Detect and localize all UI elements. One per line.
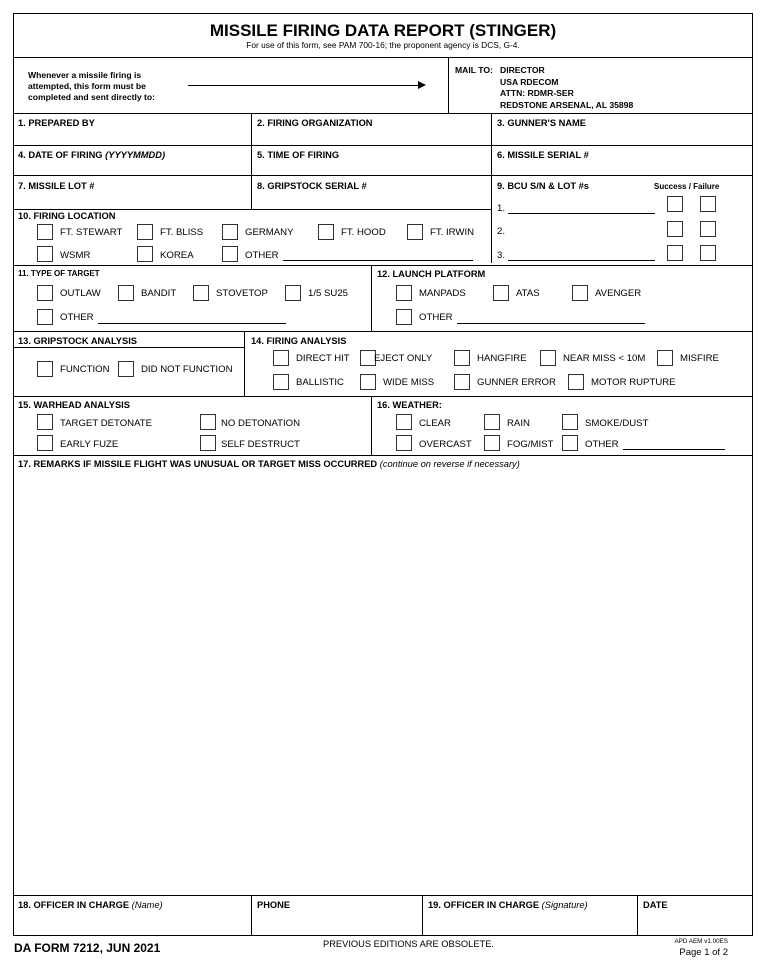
remarks-textarea[interactable] bbox=[15, 472, 751, 892]
bcu-3-success-checkbox[interactable] bbox=[667, 245, 683, 261]
divider bbox=[371, 265, 372, 331]
bcu-3-failure-checkbox[interactable] bbox=[700, 245, 716, 261]
divider bbox=[251, 895, 252, 936]
prepared-by-label: 1. PREPARED BY bbox=[18, 118, 95, 128]
no-detonation-label: NO DETONATION bbox=[221, 418, 301, 429]
weather-other-checkbox[interactable] bbox=[562, 435, 578, 451]
ft-bliss-label: FT. BLISS bbox=[160, 227, 204, 238]
target-other-label: OTHER bbox=[60, 312, 94, 323]
wsmr-checkbox[interactable] bbox=[37, 246, 53, 262]
stovetop-label: STOVETOP bbox=[216, 288, 268, 299]
launch-platform-label: 12. LAUNCH PLATFORM bbox=[377, 269, 486, 279]
divider bbox=[491, 113, 492, 263]
hangfire-label: HANGFIRE bbox=[477, 353, 527, 364]
wide-miss-label: WIDE MISS bbox=[383, 377, 435, 388]
bcu-line-1-field[interactable] bbox=[508, 213, 655, 214]
ft-irwin-checkbox[interactable] bbox=[407, 224, 423, 240]
bcu-line-3-label: 3. bbox=[497, 250, 506, 261]
gunner-name-label: 3. GUNNER'S NAME bbox=[497, 118, 586, 128]
weather-other-label: OTHER bbox=[585, 439, 619, 450]
mail-address: DIRECTOR USA RDECOM ATTN: RDMR-SER REDSTONE ARSENAL, AL 35898 bbox=[500, 65, 634, 110]
firing-analysis-label: 14. FIRING ANALYSIS bbox=[251, 336, 347, 346]
date-label: DATE bbox=[643, 900, 668, 910]
fog-mist-checkbox[interactable] bbox=[484, 435, 500, 451]
early-fuze-label: EARLY FUZE bbox=[60, 439, 119, 450]
bcu-1-failure-checkbox[interactable] bbox=[700, 196, 716, 212]
eject-only-label: EJECT ONLY bbox=[374, 353, 433, 364]
firing-location-label: 10. FIRING LOCATION bbox=[18, 211, 116, 221]
divider bbox=[371, 396, 372, 455]
atas-label: ATAS bbox=[516, 288, 540, 299]
outlaw-label: OUTLAW bbox=[60, 288, 101, 299]
obsolete-notice: PREVIOUS EDITIONS ARE OBSOLETE. bbox=[323, 939, 495, 949]
divider bbox=[13, 175, 753, 176]
divider bbox=[13, 209, 491, 210]
target-detonate-checkbox[interactable] bbox=[37, 414, 53, 430]
arrow-line bbox=[188, 85, 420, 86]
arrow-right-icon bbox=[418, 81, 426, 89]
target-other-checkbox[interactable] bbox=[37, 309, 53, 325]
ft-hood-checkbox[interactable] bbox=[318, 224, 334, 240]
divider bbox=[637, 895, 638, 936]
time-of-firing-label: 5. TIME OF FIRING bbox=[257, 150, 340, 160]
firing-organization-label: 2. FIRING ORGANIZATION bbox=[257, 118, 373, 128]
hangfire-checkbox[interactable] bbox=[454, 350, 470, 366]
did-not-function-label: DID NOT FUNCTION bbox=[141, 364, 233, 375]
divider bbox=[13, 895, 753, 896]
success-failure-label: Success / Failure bbox=[654, 182, 720, 191]
su25-checkbox[interactable] bbox=[285, 285, 301, 301]
bandit-checkbox[interactable] bbox=[118, 285, 134, 301]
avenger-label: AVENGER bbox=[595, 288, 642, 299]
platform-other-checkbox[interactable] bbox=[396, 309, 412, 325]
missile-lot-label: 7. MISSILE LOT # bbox=[18, 181, 95, 191]
avenger-checkbox[interactable] bbox=[572, 285, 588, 301]
fog-mist-label: FOG/MIST bbox=[507, 439, 554, 450]
misfire-checkbox[interactable] bbox=[657, 350, 673, 366]
self-destruct-label: SELF DESTRUCT bbox=[221, 439, 300, 450]
weather-other-field[interactable] bbox=[623, 449, 725, 450]
platform-other-label: OTHER bbox=[419, 312, 453, 323]
ft-stewart-checkbox[interactable] bbox=[37, 224, 53, 240]
gunner-error-checkbox[interactable] bbox=[454, 374, 470, 390]
ft-bliss-checkbox[interactable] bbox=[137, 224, 153, 240]
phone-label: PHONE bbox=[257, 900, 291, 910]
form-id: DA FORM 7212, JUN 2021 bbox=[14, 941, 161, 955]
weather-label: 16. WEATHER: bbox=[377, 400, 442, 410]
target-other-field[interactable] bbox=[98, 323, 286, 324]
self-destruct-checkbox[interactable] bbox=[200, 435, 216, 451]
mail-to-label: MAIL TO: bbox=[455, 65, 493, 75]
direct-hit-label: DIRECT HIT bbox=[296, 353, 350, 364]
missile-serial-label: 6. MISSILE SERIAL # bbox=[497, 150, 589, 160]
rain-checkbox[interactable] bbox=[484, 414, 500, 430]
bcu-line-1-label: 1. bbox=[497, 203, 506, 214]
overcast-label: OVERCAST bbox=[419, 439, 472, 450]
divider bbox=[13, 396, 753, 397]
manpads-label: MANPADS bbox=[419, 288, 466, 299]
mail-instructions: Whenever a missile firing is attempted, this form must be completed and sent directly to: bbox=[28, 70, 156, 102]
type-of-target-label: 11. TYPE OF TARGET bbox=[18, 269, 100, 278]
bcu-2-success-checkbox[interactable] bbox=[667, 221, 683, 237]
clear-checkbox[interactable] bbox=[396, 414, 412, 430]
version-label: APD AEM v1.00ES bbox=[674, 938, 728, 945]
bcu-2-failure-checkbox[interactable] bbox=[700, 221, 716, 237]
rain-label: RAIN bbox=[507, 418, 530, 429]
bcu-line-3-field[interactable] bbox=[508, 260, 655, 261]
location-other-field[interactable] bbox=[283, 260, 473, 261]
bcu-1-success-checkbox[interactable] bbox=[667, 196, 683, 212]
divider bbox=[13, 347, 244, 348]
gripstock-serial-label: 8. GRIPSTOCK SERIAL # bbox=[257, 181, 367, 191]
su25-label: 1/5 SU25 bbox=[308, 288, 349, 299]
gripstock-analysis-label: 13. GRIPSTOCK ANALYSIS bbox=[18, 336, 137, 346]
ft-stewart-label: FT. STEWART bbox=[60, 227, 123, 238]
bcu-line-2-label: 2. bbox=[497, 226, 506, 237]
divider bbox=[244, 331, 245, 396]
motor-rupture-label: MOTOR RUPTURE bbox=[591, 377, 676, 388]
bandit-label: BANDIT bbox=[141, 288, 177, 299]
divider bbox=[13, 331, 753, 332]
divider bbox=[251, 113, 252, 209]
divider bbox=[13, 265, 753, 266]
ballistic-checkbox[interactable] bbox=[273, 374, 289, 390]
outlaw-checkbox[interactable] bbox=[37, 285, 53, 301]
target-detonate-label: TARGET DETONATE bbox=[60, 418, 153, 429]
did-not-function-checkbox[interactable] bbox=[118, 361, 134, 377]
no-detonation-checkbox[interactable] bbox=[200, 414, 216, 430]
location-other-label: OTHER bbox=[245, 250, 279, 261]
divider bbox=[448, 57, 449, 113]
function-label: FUNCTION bbox=[60, 364, 110, 375]
overcast-checkbox[interactable] bbox=[396, 435, 412, 451]
divider bbox=[422, 895, 423, 936]
atas-checkbox[interactable] bbox=[493, 285, 509, 301]
near-miss-label: NEAR MISS < 10M bbox=[563, 353, 646, 364]
function-checkbox[interactable] bbox=[37, 361, 53, 377]
smoke-dust-label: SMOKE/DUST bbox=[585, 418, 649, 429]
korea-label: KOREA bbox=[160, 250, 194, 261]
stovetop-checkbox[interactable] bbox=[193, 285, 209, 301]
wide-miss-checkbox[interactable] bbox=[360, 374, 376, 390]
wsmr-label: WSMR bbox=[60, 250, 91, 261]
early-fuze-checkbox[interactable] bbox=[37, 435, 53, 451]
germany-checkbox[interactable] bbox=[222, 224, 238, 240]
ft-irwin-label: FT. IRWIN bbox=[430, 227, 475, 238]
direct-hit-checkbox[interactable] bbox=[273, 350, 289, 366]
form-title: MISSILE FIRING DATA REPORT (STINGER) bbox=[209, 21, 557, 40]
near-miss-checkbox[interactable] bbox=[540, 350, 556, 366]
location-other-checkbox[interactable] bbox=[222, 246, 238, 262]
manpads-checkbox[interactable] bbox=[396, 285, 412, 301]
date-of-firing-label: 4. DATE OF FIRING (YYYYMMDD) bbox=[18, 150, 166, 160]
bcu-label: 9. BCU S/N & LOT #s bbox=[497, 181, 589, 191]
divider bbox=[13, 57, 753, 58]
warhead-analysis-label: 15. WARHEAD ANALYSIS bbox=[18, 400, 130, 410]
misfire-label: MISFIRE bbox=[680, 353, 719, 364]
officer-in-charge-label: 18. OFFICER IN CHARGE (Name) bbox=[18, 900, 163, 910]
smoke-dust-checkbox[interactable] bbox=[562, 414, 578, 430]
form-subtitle: For use of this form, see PAM 700-16; the proponent agency is DCS, G-4. bbox=[246, 40, 520, 50]
ballistic-label: BALLISTIC bbox=[296, 377, 344, 388]
remarks-label: 17. REMARKS IF MISSILE FLIGHT WAS UNUSUAL OR TARGET MISS OCCURRED (continue on reverse if necessary) bbox=[18, 459, 520, 469]
korea-checkbox[interactable] bbox=[137, 246, 153, 262]
platform-other-field[interactable] bbox=[457, 323, 645, 324]
motor-rupture-checkbox[interactable] bbox=[568, 374, 584, 390]
page-number: Page 1 of 2 bbox=[679, 947, 728, 958]
germany-label: GERMANY bbox=[245, 227, 294, 238]
divider bbox=[13, 113, 753, 114]
officer-signature-label: 19. OFFICER IN CHARGE (Signature) bbox=[428, 900, 588, 910]
gunner-error-label: GUNNER ERROR bbox=[477, 377, 556, 388]
ft-hood-label: FT. HOOD bbox=[341, 227, 386, 238]
clear-label: CLEAR bbox=[419, 418, 451, 429]
divider bbox=[13, 455, 753, 456]
divider bbox=[13, 145, 753, 146]
